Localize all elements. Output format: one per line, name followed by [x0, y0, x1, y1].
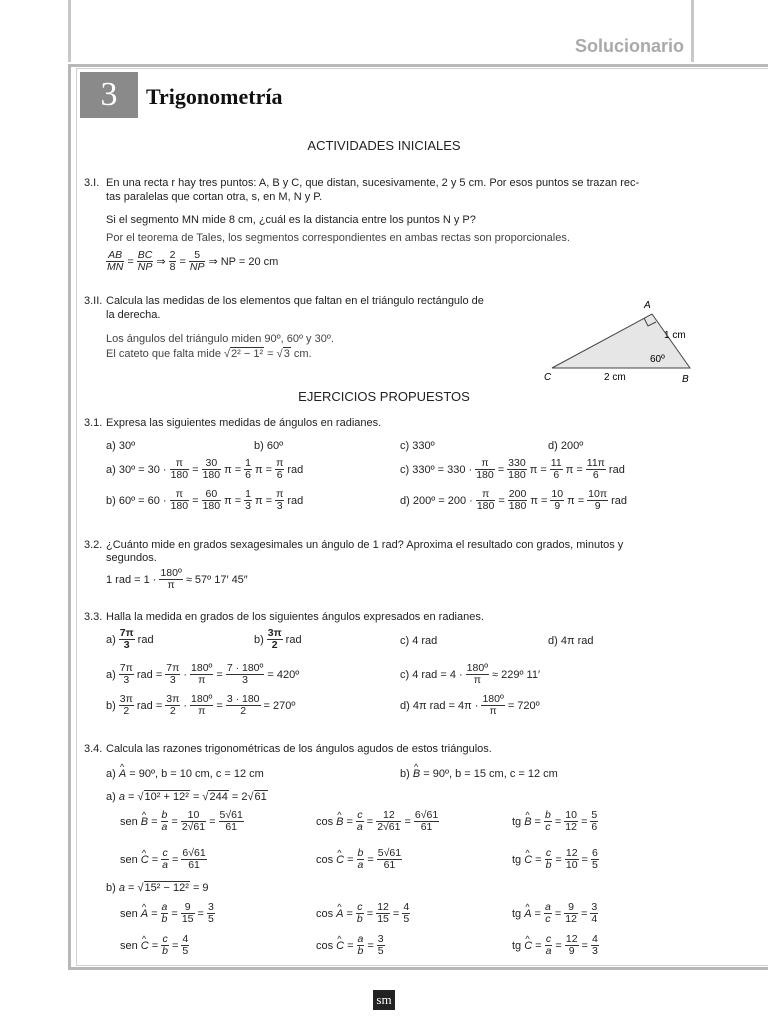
q34b-cos-a: cos ^ A = $\frac{c}{b}$ = $\frac{12}{15}$ = $\frac{4}{5}$: [316, 902, 410, 925]
running-header: Solucionario: [574, 36, 684, 56]
section-initial: ACTIVIDADES INICIALES: [307, 138, 461, 153]
q3II-ans2b: cm.: [293, 348, 312, 360]
triangle-figure: [540, 296, 710, 386]
q31-opt-a: a) 30º: [106, 440, 136, 452]
q34-sen-b: sen ^ B = $\frac{b}{a}$ = $\frac{10}{2√61}$ = $\frac{5√61}{61}$: [120, 810, 244, 833]
tri-angle-b: 60º: [650, 354, 665, 365]
q31-opt-c: c) 330º: [400, 440, 435, 452]
q34b-sen-a: sen ^ A = $\frac{a}{b}$ = $\frac{9}{15}$ = $\frac{3}{5}$: [120, 902, 215, 925]
q31-text: Expresa las siguientes medidas de ángulos en radianes.: [106, 417, 382, 429]
q3I-answer: Por el teorema de Tales, los segmentos correspondientes en ambas rectas son proporcionales.: [106, 232, 570, 244]
q32-result: ≈ 57º 17′ 45″: [185, 573, 248, 586]
q34b-tg-c: tg ^ C = $\frac{c}{a}$ = $\frac{12}{9}$ = $\frac{4}{3}$: [512, 934, 599, 957]
q34-tg-b: tg ^ B = $\frac{b}{c}$ = $\frac{10}{12}$ = $\frac{5}{6}$: [512, 810, 598, 833]
q31-sol-b: b) 60º = 60 · $\frac{\pi}{180}$ = $\frac{60}{180}$ π = $\frac{1}{3}$ π = $\frac{\pi}{3}$ rad: [106, 488, 304, 512]
q34-tg-c: tg ^ C = $\frac{c}{b}$ = $\frac{12}{10}$ = $\frac{6}{5}$: [512, 848, 599, 871]
q34-cos-b: cos ^ B = $\frac{c}{a}$ = $\frac{12}{2√61}$ = $\frac{6√61}{61}$: [316, 810, 439, 833]
q3II-ans1: Los ángulos del triángulo miden 90º, 60º y 30º.: [106, 333, 334, 345]
q33-sol-a: a) $\frac{7\pi}{3}$ rad = $\frac{7\pi}{3}$ · $\frac{\text{180º}}{\pi}$ = $\frac{\text{7 · 180º}}{3}$ = 420º: [106, 662, 300, 686]
q3I-result: ⇒ NP = 20 cm: [208, 255, 279, 268]
q3II-id: 3.II.: [84, 295, 103, 307]
q34b-cos-c: cos ^ C = $\frac{a}{b}$ = $\frac{3}{5}$: [316, 934, 385, 957]
q33-sol-d: d) 4π rad = 4π · $\frac{\text{180º}}{\pi}$ = 720º: [400, 693, 540, 717]
q32-line2: segundos.: [106, 552, 157, 564]
q3II-line2: la derecha.: [106, 309, 161, 321]
q3I-formula: $\frac{AB}{MN}$ = $\frac{BC}{NP}$ ⇒ $\frac{2}{8}$ = $\frac{5}{NP}$ ⇒ NP = 20 cm: [107, 249, 279, 273]
q34-opt-a-text: = 90º, b = 10 cm, c = 12 cm: [129, 768, 264, 780]
q33-opt-c: c) 4 rad: [400, 635, 438, 647]
q32-formula: 1 rad = 1 · $\frac{\text{180º}}{\pi}$ ≈ 57º 17′ 45″: [106, 567, 248, 591]
q33-opt-d: d) 4π rad: [548, 635, 594, 647]
q31-opt-d: d) 200º: [548, 440, 584, 452]
q34-opt-b: b) ^ B = 90º, b = 15 cm, c = 12 cm: [400, 767, 558, 781]
q34-opt-b-text: = 90º, b = 15 cm, c = 12 cm: [423, 768, 558, 780]
q34-sol-a-hyp: a) a = √10² + 12² = √244 = 2√61: [106, 791, 267, 803]
q32-id: 3.2.: [84, 539, 103, 551]
q31-sol-a: a) 30º = 30 · $\frac{\pi}{180}$ = $\frac{30}{180}$ π = $\frac{1}{6}$ π = $\frac{\pi}{6}$ rad: [106, 457, 304, 481]
q3II-ans2: El cateto que falta mide √2² − 1² = √3 cm.: [106, 348, 312, 360]
q3I-id: 3.I.: [84, 177, 100, 189]
tri-side-ab: 1 cm: [664, 330, 686, 341]
q33-opt-a: a) $\frac{7\pi}{3}$ rad: [106, 627, 154, 651]
q33-sol-c: c) 4 rad = 4 · $\frac{\text{180º}}{\pi}$ ≈ 229º 11′: [400, 662, 541, 686]
q3I-line1: En una recta r hay tres puntos: A, B y C, que distan, sucesivamente, 2 y 5 cm. Por esos puntos se trazan rec-: [106, 177, 640, 189]
tri-label-a: A: [644, 300, 651, 311]
q34b-tg-a: tg ^ A = $\frac{a}{c}$ = $\frac{9}{12}$ = $\frac{3}{4}$: [512, 902, 598, 925]
q34-cos-c: cos ^ C = $\frac{b}{a}$ = $\frac{5√61}{61}$: [316, 848, 402, 871]
section-proposed: EJERCICIOS PROPUESTOS: [298, 389, 470, 404]
q31-sol-d: d) 200º = 200 · $\frac{\pi}{180}$ = $\frac{200}{180}$ π = $\frac{10}{9}$ π = $\frac{10\pi}{9}$ rad: [400, 488, 628, 512]
q34-opt-a: a) ^ A = 90º, b = 10 cm, c = 12 cm: [106, 767, 264, 781]
q34-id: 3.4.: [84, 743, 103, 755]
tri-label-b: B: [682, 374, 689, 385]
q31-id: 3.1.: [84, 417, 103, 429]
q34-sol-b-leg: b) a = √15² − 12² = 9: [106, 882, 209, 894]
q33-text: Halla la medida en grados de los siguientes ángulos expresados en radianes.: [106, 611, 484, 623]
chapter-number: 3: [80, 72, 138, 118]
q34-sen-c: sen ^ C = $\frac{c}{a}$ = $\frac{6√61}{61}$: [120, 848, 207, 871]
publisher-logo: sm: [373, 990, 395, 1010]
q3II-ans2a: El cateto que falta mide: [106, 348, 221, 360]
q32-line1: ¿Cuánto mide en grados sexagesimales un ángulo de 1 rad? Aproxima el resultado con grados, minutos y: [106, 539, 624, 551]
chapter-title: Trigonometría: [146, 84, 283, 109]
q33-id: 3.3.: [84, 611, 103, 623]
tri-label-c: C: [544, 372, 552, 383]
tri-side-cb: 2 cm: [604, 372, 626, 383]
q3II-line1: Calcula las medidas de los elementos que faltan en el triángulo rectángulo de: [106, 295, 484, 307]
q31-sol-c: c) 330º = 330 · $\frac{\pi}{180}$ = $\frac{330}{180}$ π = $\frac{11}{6}$ π = $\frac{11\pi}{6}$ rad: [400, 457, 625, 481]
q33-sol-b: b) $\frac{3\pi}{2}$ rad = $\frac{3\pi}{2}$ · $\frac{\text{180º}}{\pi}$ = $\frac{3 \cdot 180}{2}$ = 270º: [106, 693, 296, 717]
q3I-line2: tas paralelas que cortan otra, s, en M, N y P.: [106, 191, 323, 203]
q34-text: Calcula las razones trigonométricas de los ángulos agudos de estos triángulos.: [106, 743, 492, 755]
q33-opt-b: b) $\frac{3\pi}{2}$ rad: [254, 627, 302, 651]
q34b-sen-c: sen ^ C = $\frac{c}{b}$ = $\frac{4}{5}$: [120, 934, 189, 957]
q3I-question: Si el segmento MN mide 8 cm, ¿cuál es la distancia entre los puntos N y P?: [106, 214, 476, 226]
q31-opt-b: b) 60º: [254, 440, 284, 452]
